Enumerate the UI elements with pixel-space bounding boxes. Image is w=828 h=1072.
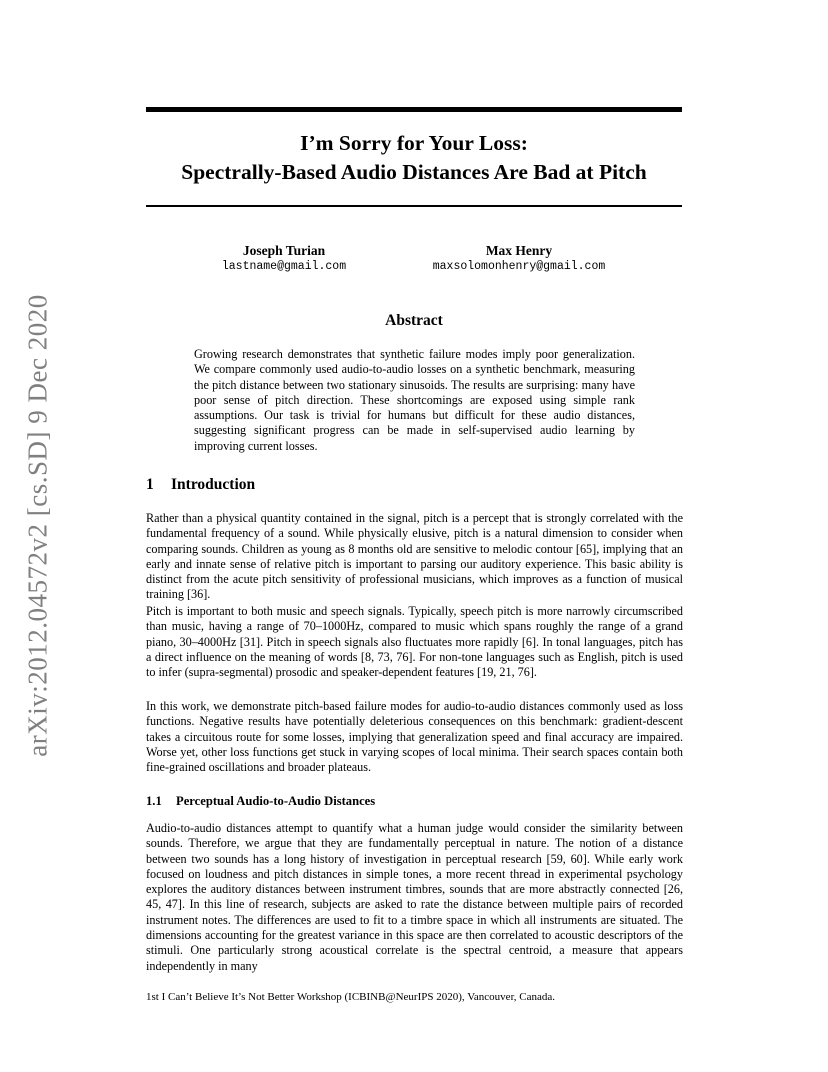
subsection-title: Perceptual Audio-to-Audio Distances: [176, 794, 376, 808]
intro-paragraph-1: Rather than a physical quantity contained in the signal, pitch is a percept that is strongly correlated with the fundamental frequency of a sound. While physically elusive, pitch is a natural dimension to consider when comparing sounds. Children as young as 8 months old are sensitive to melodic contour [65], implying that an early and innate sense of relative pitch is important to parsing our auditory experience. This basic ability is distinct from the acute pitch sensitivity of professional musicians, which improves as a function of musical training [36].: [146, 511, 683, 602]
arxiv-stamp: [18, 290, 58, 760]
title-line-2: Spectrally-Based Audio Distances Are Bad at Pitch: [181, 160, 647, 184]
title-line-1: I’m Sorry for Your Loss:: [300, 131, 528, 155]
intro-paragraph-2: Pitch is important to both music and speech signals. Typically, speech pitch is more narrowly circumscribed than music, having a range of 70–1000Hz, compared to music which spans roughly the range of a grand piano, 30–4000Hz [31]. Pitch in speech signals also fluctuates more rapidly [6]. In tonal languages, pitch has a direct influence on the meaning of words [8, 73, 76]. For non-tone languages such as English, pitch is used to infer (supra-segmental) prosodic and speaker-dependent features [19, 21, 76].: [146, 604, 683, 680]
title-rule-top: [146, 107, 682, 112]
section-heading-introduction: [146, 476, 255, 494]
paper-title: [146, 129, 682, 187]
section-number: 1: [146, 476, 154, 493]
author-name: Max Henry: [485, 243, 553, 258]
author-1: [214, 243, 354, 275]
intro-paragraph-3: In this work, we demonstrate pitch-based failure modes for audio-to-audio distances commonly used as loss functions. Negative results have potentially deleterious consequences on this benchmark: gradient-descent takes a circuitous route for some losses, implying that generalization speed and final accuracy are impaired. Worse yet, other loss functions get stuck in varying scopes of local minima. Their search spaces contain both fine-grained oscillations and broader plateaus.: [146, 699, 683, 775]
venue-footnote: 1st I Can’t Believe It’s Not Better Workshop (ICBINB@NeurIPS 2020), Vancouver, Canada.: [146, 991, 556, 1003]
author-email: maxsolomonhenry@gmail.com: [432, 260, 606, 273]
subsection-heading: [146, 794, 375, 809]
author-email: lastname@gmail.com: [221, 260, 347, 273]
author-2: [414, 243, 624, 275]
abstract-heading: Abstract: [385, 312, 443, 329]
arxiv-stamp-text: arXiv:2012.04572v2 [cs.SD] 9 Dec 2020: [22, 293, 53, 757]
abstract-text: Growing research demonstrates that synthetic failure modes imply poor generalization. We compare commonly used audio-to-audio losses on a synthetic benchmark, measuring the pitch distance between two stationary sinusoids. The results are surprising: many have poor sense of pitch direction. These shortcomings are exposed using simple rank assumptions. Our task is trivial for humans but difficult for these audio distances, suggesting significant progress can be made in self-supervised audio learning by improving current losses.: [194, 347, 635, 453]
title-rule-bottom: [146, 205, 682, 207]
author-name: Joseph Turian: [242, 243, 326, 258]
subsection-paragraph: Audio-to-audio distances attempt to quantify what a human judge would consider the similarity between sounds. Therefore, we argue that they are fundamentally perceptual in nature. The notion of a distance between two sounds has a long history of investigation in perceptual research [59, 60]. While early work focused on loudness and pitch distances in simple tones, a more recent thread in experimental psychology explores the auditory distances between instrument timbres, sounds that are more abstractly connected [26, 45, 47]. In this line of research, subjects are asked to rate the distance between multiple pairs of recorded instrument notes. The differences are used to fit to a timbre space in which all instruments are situated. The dimensions accounting for the greatest variance in this space are then correlated to acoustic descriptors of the stimuli. One particularly strong acoustical correlate is the spectral centroid, a measure that appears independently in many: [146, 821, 683, 973]
subsection-number: 1.1: [146, 794, 162, 808]
section-title: Introduction: [171, 476, 256, 493]
